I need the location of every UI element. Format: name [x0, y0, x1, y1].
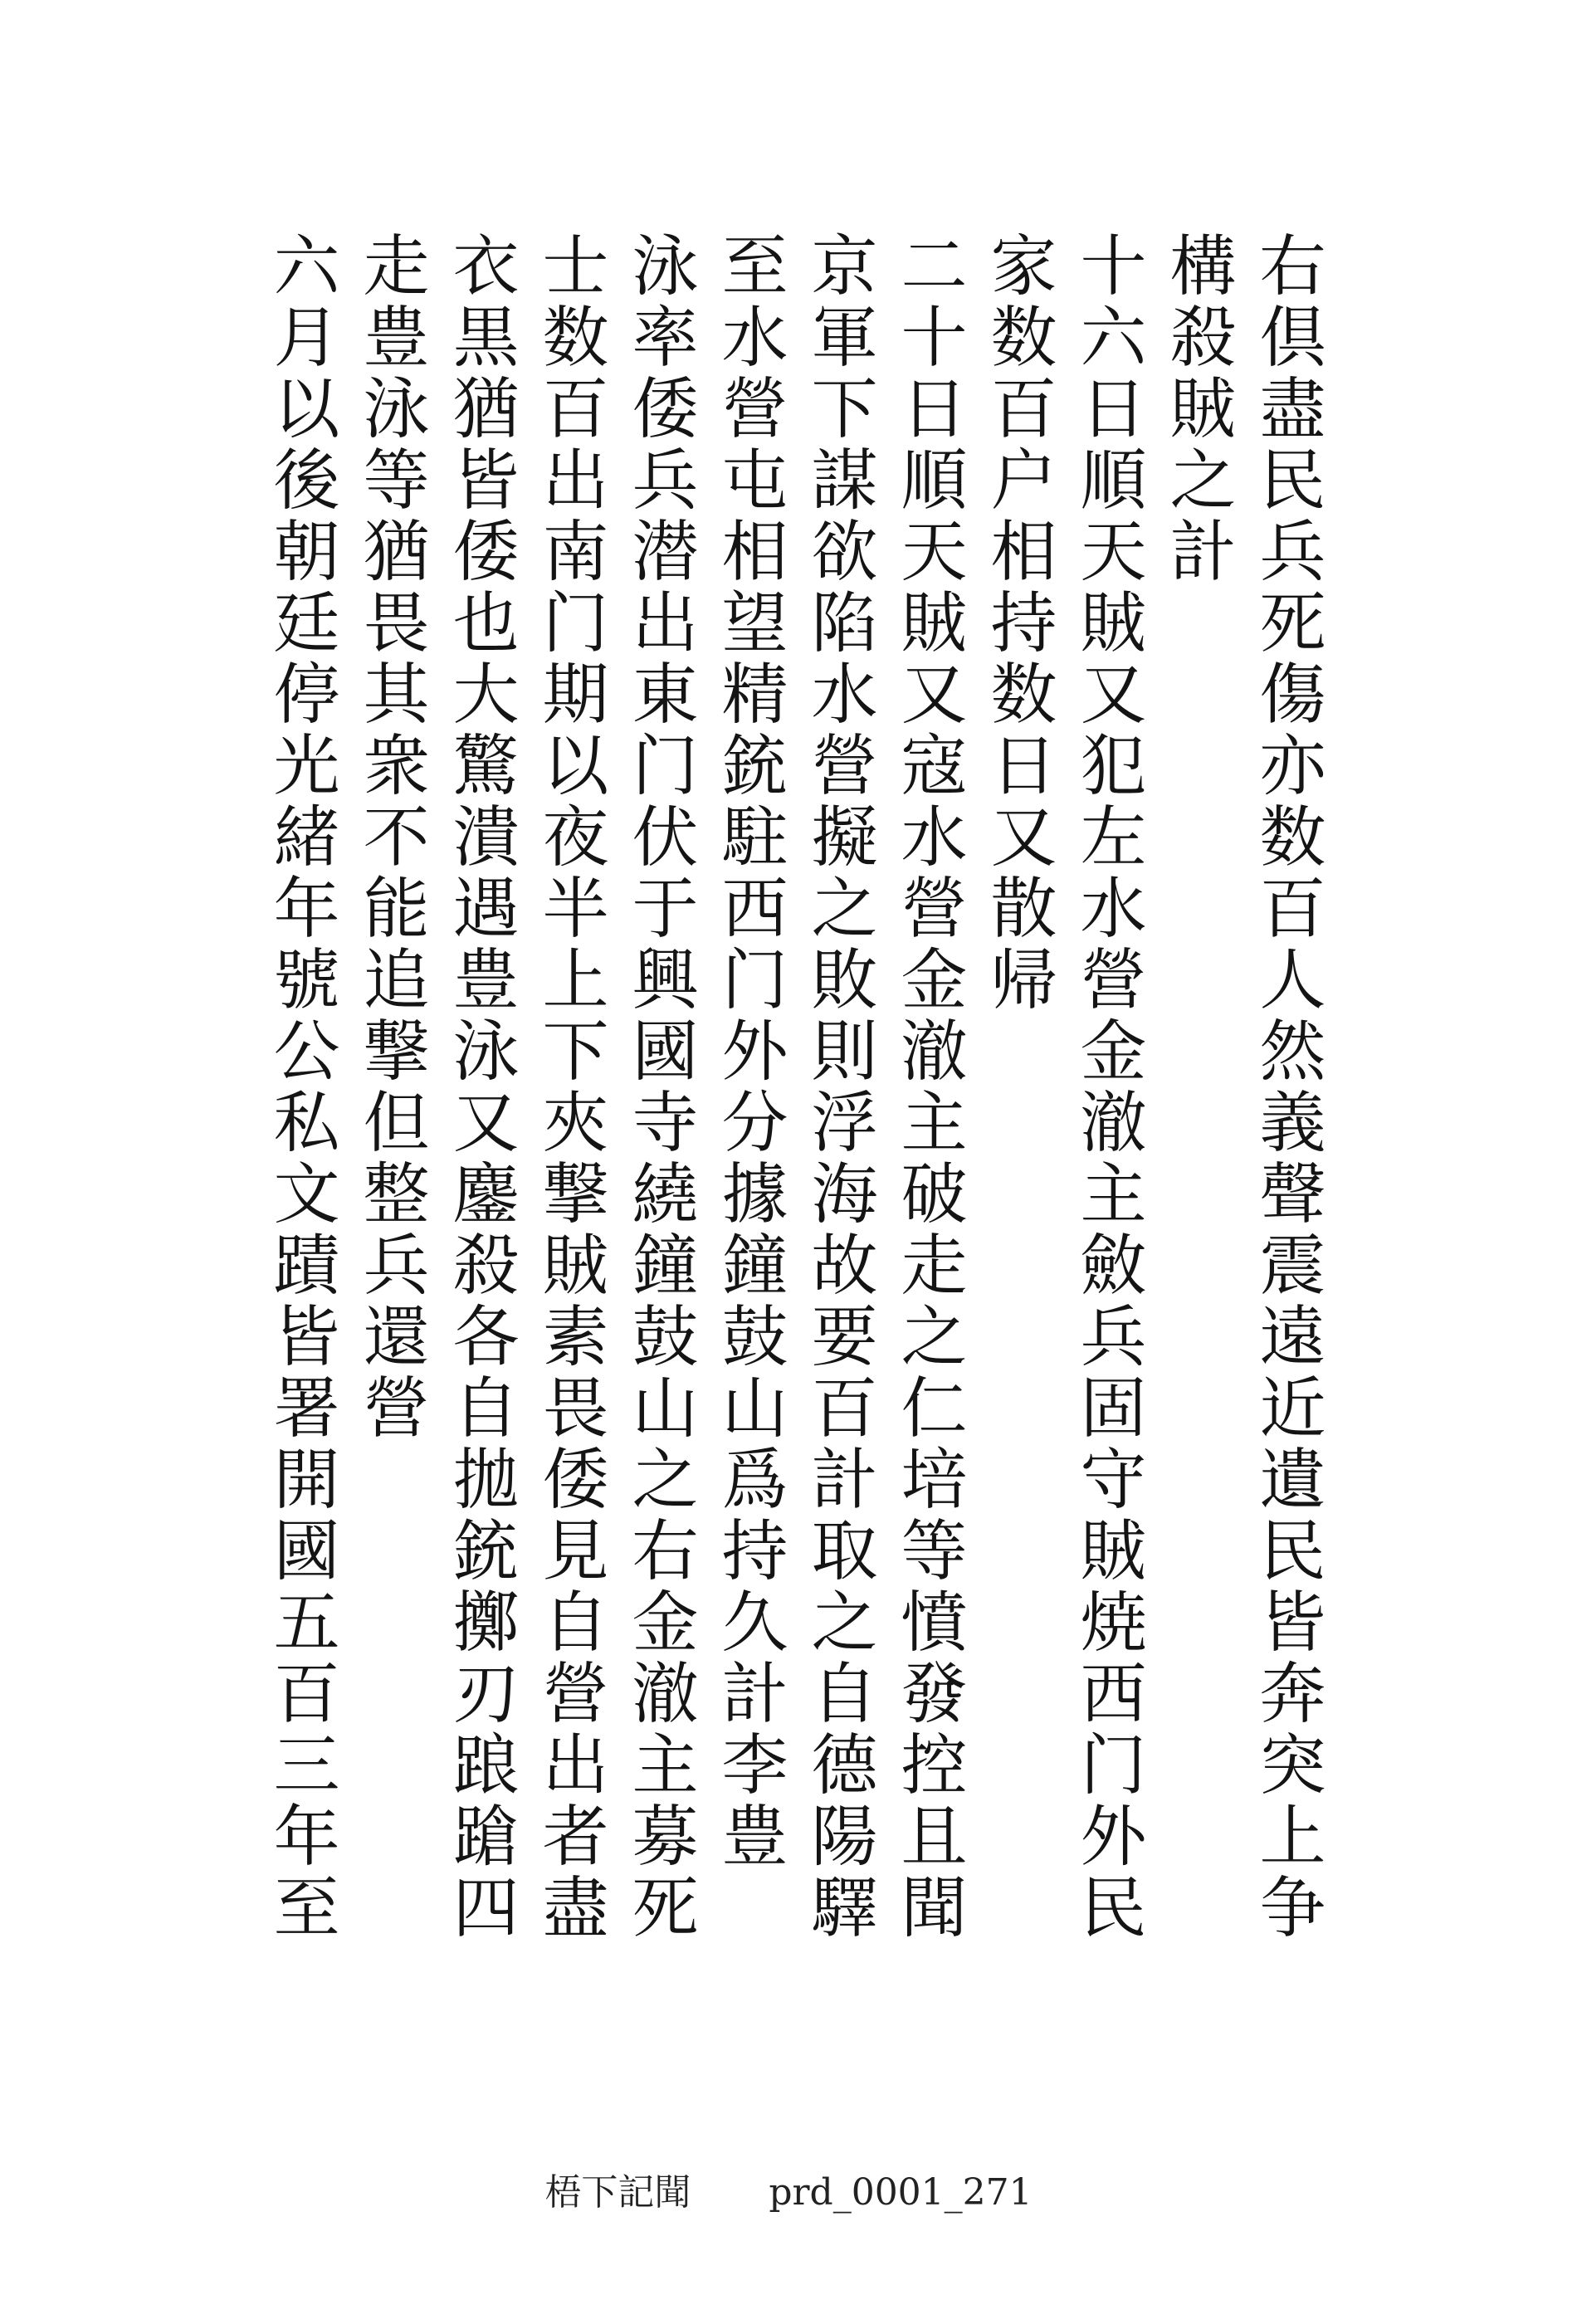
text-column-3: 十六日順天賊又犯左水營金澈主斂兵固守賊焼西门外民 — [1069, 231, 1146, 1944]
page-id: prd_0001_271 — [769, 2171, 1033, 2214]
book-title: 梧下記聞 — [544, 2171, 691, 2214]
text-column-2: 構殺賊之計 — [1159, 231, 1236, 588]
text-column-6: 京軍下謀欲陷水營擬之敗則浮海故要百計取之自德陽驛 — [800, 231, 877, 1944]
text-column-8: 泳率倭兵潜出東门伏于興國寺繞鐘鼓山之右金澈主募死 — [621, 231, 698, 1944]
text-column-5: 二十日順天賊又寇水營金澈主破走之仁培等憤發控且聞 — [890, 231, 967, 1944]
text-column-12: 六月以後朝廷停光緒年號公私文蹟皆署開國五百三年至 — [262, 231, 339, 1944]
text-column-10: 衣黒猶皆倭也大驚潰遇豊泳又鏖殺各自拋銃擲刃踉蹌四 — [442, 231, 519, 1944]
manuscript-text-block — [259, 231, 1328, 1944]
text-column-7: 至水營屯相望精銃駐西门外分據鐘鼓山爲持久計李豊 — [710, 231, 788, 1872]
text-column-4: 家数百户相持数日又散帰 — [979, 231, 1057, 1016]
text-column-1: 右倶盡民兵死傷亦数百人然義聲震遠近遺民皆奔突上争 — [1248, 231, 1326, 1944]
text-column-11: 走豊泳等猶畏其衆不能追撃但整兵還營 — [352, 231, 429, 1444]
page-footer — [0, 2162, 1577, 2215]
text-column-9: 士数百出南门期以夜半上下夾撃賊素畏倭見自營出者盡 — [531, 231, 608, 1944]
